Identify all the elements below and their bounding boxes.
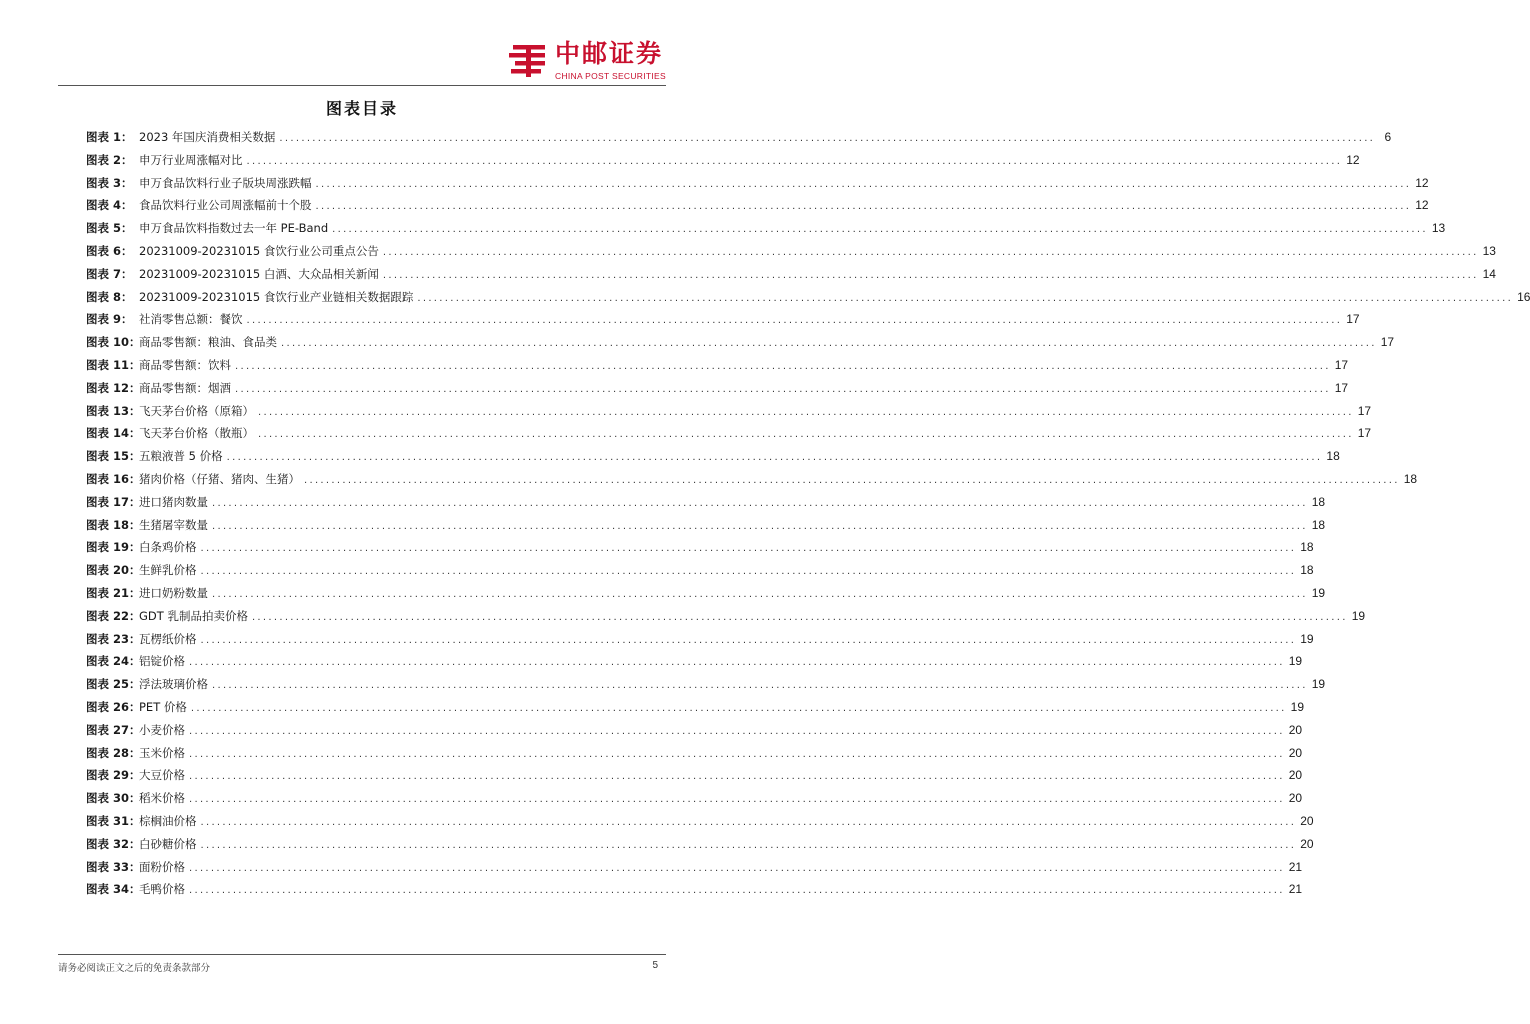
toc-item[interactable]: [86, 790, 1303, 813]
toc-item-leader: ........................................................................................................................................................................................................: [246, 315, 1343, 327]
toc-item-leader: ........................................................................................................................................................................................................: [190, 702, 1287, 714]
toc-item[interactable]: [86, 380, 1349, 403]
toc-item-label: 图表 5：: [86, 221, 133, 236]
toc-item-label: 图表 26：: [86, 699, 141, 714]
page-title: 图表目录: [325, 99, 398, 118]
toc-item-title: 飞天茅台价格（散瓶）: [139, 426, 254, 441]
toc-item[interactable]: [86, 813, 1314, 836]
toc-item[interactable]: [86, 653, 1303, 676]
toc-item[interactable]: [86, 562, 1314, 585]
toc-item-page: 21: [1288, 882, 1303, 897]
toc-item-title: 面粉价格: [139, 859, 185, 874]
toc-item-title: 20231009-20231015 白酒、大众品相关新闻: [139, 266, 379, 281]
toc-item-title: 毛鸭价格: [139, 882, 185, 897]
toc-item-label: 图表 9：: [86, 312, 133, 327]
toc-item-label: 图表 23：: [86, 631, 141, 646]
toc-item-leader: ........................................................................................................................................................................................................: [189, 657, 1285, 669]
toc-item-label: 图表 6：: [86, 243, 133, 258]
toc-item-page: 6: [1384, 130, 1392, 144]
toc-item-title: 社消零售总额：餐饮: [139, 312, 243, 327]
toc-item-page: 19: [1290, 699, 1304, 714]
toc-item-page: 21: [1288, 859, 1303, 874]
toc-item-label: 图表 33：: [86, 859, 141, 874]
toc-item-title: 商品零售额：粮油、食品类: [139, 335, 277, 350]
toc-item-label: 图表 14：: [86, 426, 141, 441]
toc-item[interactable]: [86, 403, 1372, 426]
toc-item-label: 图表 24：: [86, 654, 141, 669]
header-divider: [58, 85, 666, 86]
toc-item-page: 12: [1415, 175, 1429, 190]
toc-item-page: 20: [1288, 722, 1303, 737]
toc-item-page: 20: [1300, 836, 1314, 851]
toc-list: [86, 129, 1530, 904]
toc-item-label: 图表 20：: [86, 563, 141, 578]
toc-item-leader: ........................................................................................................................................................................................................: [189, 794, 1285, 806]
toc-item[interactable]: [86, 539, 1314, 562]
toc-item-leader: ........................................................................................................................................................................................................: [304, 474, 1400, 486]
toc-item-title: 商品零售额：饮料: [139, 357, 231, 372]
toc-item-title: 20231009-20231015 食饮行业产业链相关数据跟踪: [139, 289, 414, 304]
toc-item-label: 图表 22：: [86, 608, 141, 623]
toc-item-page: 19: [1300, 631, 1314, 646]
toc-item-title: 2023 年国庆消费相关数据: [139, 130, 276, 144]
toc-item-leader: ........................................................................................................................................................................................................: [235, 383, 1331, 395]
toc-item-page: 19: [1288, 654, 1303, 669]
toc-item-leader: ........................................................................................................................................................................................................: [226, 452, 1323, 464]
toc-item-label: 图表 10：: [86, 335, 141, 350]
toc-item-label: 图表 1：: [86, 130, 133, 144]
toc-item-leader: ........................................................................................................................................................................................................: [382, 246, 1479, 258]
toc-item-title: 食品饮料行业公司周涨幅前十个股: [139, 198, 312, 213]
toc-item-page: 19: [1351, 608, 1366, 623]
toc-item-leader: ........................................................................................................................................................................................................: [279, 133, 1376, 144]
toc-item-label: 图表 21：: [86, 585, 141, 600]
toc-item[interactable]: [86, 517, 1326, 540]
toc-item-page: 18: [1311, 494, 1326, 509]
toc-item-page: 20: [1288, 791, 1303, 806]
toc-item-leader: ........................................................................................................................................................................................................: [212, 680, 1308, 692]
toc-item-label: 图表 31：: [86, 813, 141, 828]
toc-item-leader: ........................................................................................................................................................................................................: [258, 406, 1354, 418]
toc-item-page: 19: [1311, 585, 1326, 600]
toc-item-page: 17: [1380, 335, 1395, 350]
toc-item-label: 图表 30：: [86, 791, 141, 806]
toc-item-label: 图表 8：: [86, 289, 133, 304]
toc-item-leader: ........................................................................................................................................................................................................: [212, 520, 1308, 532]
toc-item-label: 图表 2：: [86, 152, 133, 167]
toc-item[interactable]: [86, 197, 1429, 220]
toc-item-leader: ........................................................................................................................................................................................................: [189, 771, 1285, 783]
toc-item-page: 12: [1346, 152, 1360, 167]
toc-item[interactable]: [86, 220, 1446, 243]
toc-item-page: 20: [1300, 813, 1314, 828]
toc-item-label: 图表 12：: [86, 380, 141, 395]
toc-item-title: 20231009-20231015 食饮行业公司重点公告: [139, 243, 379, 258]
toc-item[interactable]: [86, 425, 1372, 448]
toc-item[interactable]: [86, 152, 1360, 175]
toc-item-title: 棕榈油价格: [139, 813, 197, 828]
toc-item-page: 18: [1300, 540, 1314, 555]
toc-item-label: 图表 17：: [86, 494, 141, 509]
toc-item-label: 图表 29：: [86, 768, 141, 783]
logo-chinese-name: 中邮证券: [555, 39, 664, 68]
toc-item-label: 图表 3：: [86, 175, 133, 190]
toc-item-title: 白砂糖价格: [139, 836, 197, 851]
toc-item[interactable]: [86, 494, 1326, 517]
toc-item-title: 大豆价格: [139, 768, 185, 783]
toc-item-leader: ........................................................................................................................................................................................................: [200, 839, 1297, 851]
toc-item[interactable]: [86, 357, 1349, 380]
toc-item-label: 图表 18：: [86, 517, 141, 532]
footer-page-number: 5: [652, 960, 658, 971]
toc-item[interactable]: [86, 585, 1326, 608]
toc-item-label: 图表 28：: [86, 745, 141, 760]
company-logo: [509, 40, 666, 81]
toc-item-title: 申万行业周涨幅对比: [139, 152, 243, 167]
toc-item-label: 图表 32：: [86, 836, 141, 851]
toc-item-page: 12: [1415, 198, 1429, 213]
toc-item-label: 图表 34：: [86, 882, 141, 897]
toc-item-page: 17: [1357, 426, 1372, 441]
toc-item[interactable]: [86, 722, 1303, 745]
toc-item-page: 13: [1482, 243, 1496, 258]
toc-item[interactable]: [86, 311, 1360, 334]
toc-item[interactable]: [86, 471, 1418, 494]
toc-item[interactable]: [86, 289, 1530, 312]
toc-item-title: 申万食品饮料行业子版块周涨跌幅: [139, 175, 312, 190]
toc-item-leader: ........................................................................................................................................................................................................: [200, 634, 1297, 646]
toc-item-leader: ........................................................................................................................................................................................................: [189, 725, 1285, 737]
toc-item-title: 商品零售额：烟酒: [139, 380, 231, 395]
china-post-logo-icon: [509, 42, 549, 80]
toc-item[interactable]: [86, 334, 1395, 357]
toc-item-title: 进口猪肉数量: [139, 494, 208, 509]
toc-item-title: 白条鸡价格: [139, 540, 197, 555]
toc-item[interactable]: [86, 699, 1304, 722]
toc-item-title: 铝锭价格: [139, 654, 185, 669]
toc-item-leader: ........................................................................................................................................................................................................: [212, 588, 1308, 600]
toc-item[interactable]: [86, 243, 1496, 266]
toc-item-title: 五粮液普 5 价格: [139, 449, 223, 464]
toc-item[interactable]: [86, 745, 1303, 768]
toc-item-page: 17: [1357, 403, 1372, 418]
toc-item-leader: ........................................................................................................................................................................................................: [200, 566, 1297, 578]
toc-item-label: 图表 19：: [86, 540, 141, 555]
toc-item-title: 申万食品饮料指数过去一年 PE-Band: [139, 221, 329, 236]
toc-item-leader: ........................................................................................................................................................................................................: [235, 360, 1331, 372]
toc-item-page: 16: [1517, 289, 1530, 304]
toc-item-page: 18: [1300, 563, 1314, 578]
toc-item-page: 17: [1334, 357, 1349, 372]
toc-item-page: 14: [1482, 266, 1496, 281]
toc-item-leader: ........................................................................................................................................................................................................: [246, 155, 1343, 167]
toc-item[interactable]: [86, 631, 1314, 654]
toc-item-title: 浮法玻璃价格: [139, 677, 208, 692]
toc-item-label: 图表 11：: [86, 357, 141, 372]
footer-disclaimer: 请务必阅读正文之后的免责条款部分: [58, 963, 211, 974]
toc-item-page: 20: [1288, 745, 1303, 760]
toc-item-leader: ........................................................................................................................................................................................................: [212, 497, 1308, 509]
toc-item-leader: ........................................................................................................................................................................................................: [200, 816, 1297, 828]
toc-item-leader: ........................................................................................................................................................................................................: [258, 429, 1354, 441]
toc-item-label: 图表 7：: [86, 266, 133, 281]
toc-item-page: 13: [1431, 221, 1446, 236]
toc-item-leader: ........................................................................................................................................................................................................: [281, 338, 1377, 350]
toc-item-leader: ........................................................................................................................................................................................................: [315, 178, 1412, 190]
toc-item[interactable]: [86, 859, 1303, 882]
toc-item[interactable]: [86, 608, 1366, 631]
toc-item-leader: ........................................................................................................................................................................................................: [382, 269, 1479, 281]
logo-english-name: CHINA POST SECURITIES: [555, 71, 666, 81]
toc-item-leader: ........................................................................................................................................................................................................: [417, 292, 1514, 304]
toc-item-label: 图表 15：: [86, 449, 141, 464]
toc-item[interactable]: [86, 836, 1314, 859]
toc-item[interactable]: [86, 129, 1392, 152]
toc-item-title: PET 价格: [139, 699, 187, 714]
toc-item-title: 瓦楞纸价格: [139, 631, 197, 646]
toc-item-page: 19: [1311, 677, 1326, 692]
toc-item-label: 图表 27：: [86, 722, 141, 737]
toc-item[interactable]: [86, 175, 1429, 198]
toc-item-leader: ........................................................................................................................................................................................................: [189, 862, 1285, 874]
toc-item-page: 17: [1346, 312, 1360, 327]
toc-item-leader: ........................................................................................................................................................................................................: [189, 748, 1285, 760]
toc-item-leader: ........................................................................................................................................................................................................: [251, 611, 1348, 623]
toc-item[interactable]: [86, 767, 1303, 790]
toc-item-title: 飞天茅台价格（原箱）: [139, 403, 254, 418]
toc-item-leader: ........................................................................................................................................................................................................: [200, 543, 1297, 555]
toc-item-title: 小麦价格: [139, 722, 185, 737]
toc-item-title: 生鲜乳价格: [139, 563, 197, 578]
toc-item-label: 图表 16：: [86, 471, 141, 486]
toc-item-title: 进口奶粉数量: [139, 585, 208, 600]
toc-item-title: 稻米价格: [139, 791, 185, 806]
toc-item-label: 图表 25：: [86, 677, 141, 692]
toc-item-page: 18: [1403, 471, 1418, 486]
toc-item[interactable]: [86, 881, 1303, 904]
toc-item-page: 20: [1288, 768, 1303, 783]
toc-item-title: GDT 乳制品拍卖价格: [139, 608, 248, 623]
toc-item[interactable]: [86, 448, 1340, 471]
toc-item-page: 18: [1311, 517, 1326, 532]
toc-item-leader: ........................................................................................................................................................................................................: [332, 224, 1428, 236]
toc-item-title: 猪肉价格（仔猪、猪肉、生猪）: [139, 471, 300, 486]
toc-item-label: 图表 4：: [86, 198, 133, 213]
footer-divider: [58, 954, 666, 955]
toc-item-label: 图表 13：: [86, 403, 141, 418]
toc-item[interactable]: [86, 266, 1496, 289]
toc-item-leader: ........................................................................................................................................................................................................: [189, 885, 1285, 897]
toc-item-title: 玉米价格: [139, 745, 185, 760]
toc-item-title: 生猪屠宰数量: [139, 517, 208, 532]
toc-item-page: 18: [1326, 449, 1340, 464]
toc-item-leader: ........................................................................................................................................................................................................: [315, 201, 1412, 213]
toc-item-page: 17: [1334, 380, 1349, 395]
toc-item[interactable]: [86, 676, 1326, 699]
